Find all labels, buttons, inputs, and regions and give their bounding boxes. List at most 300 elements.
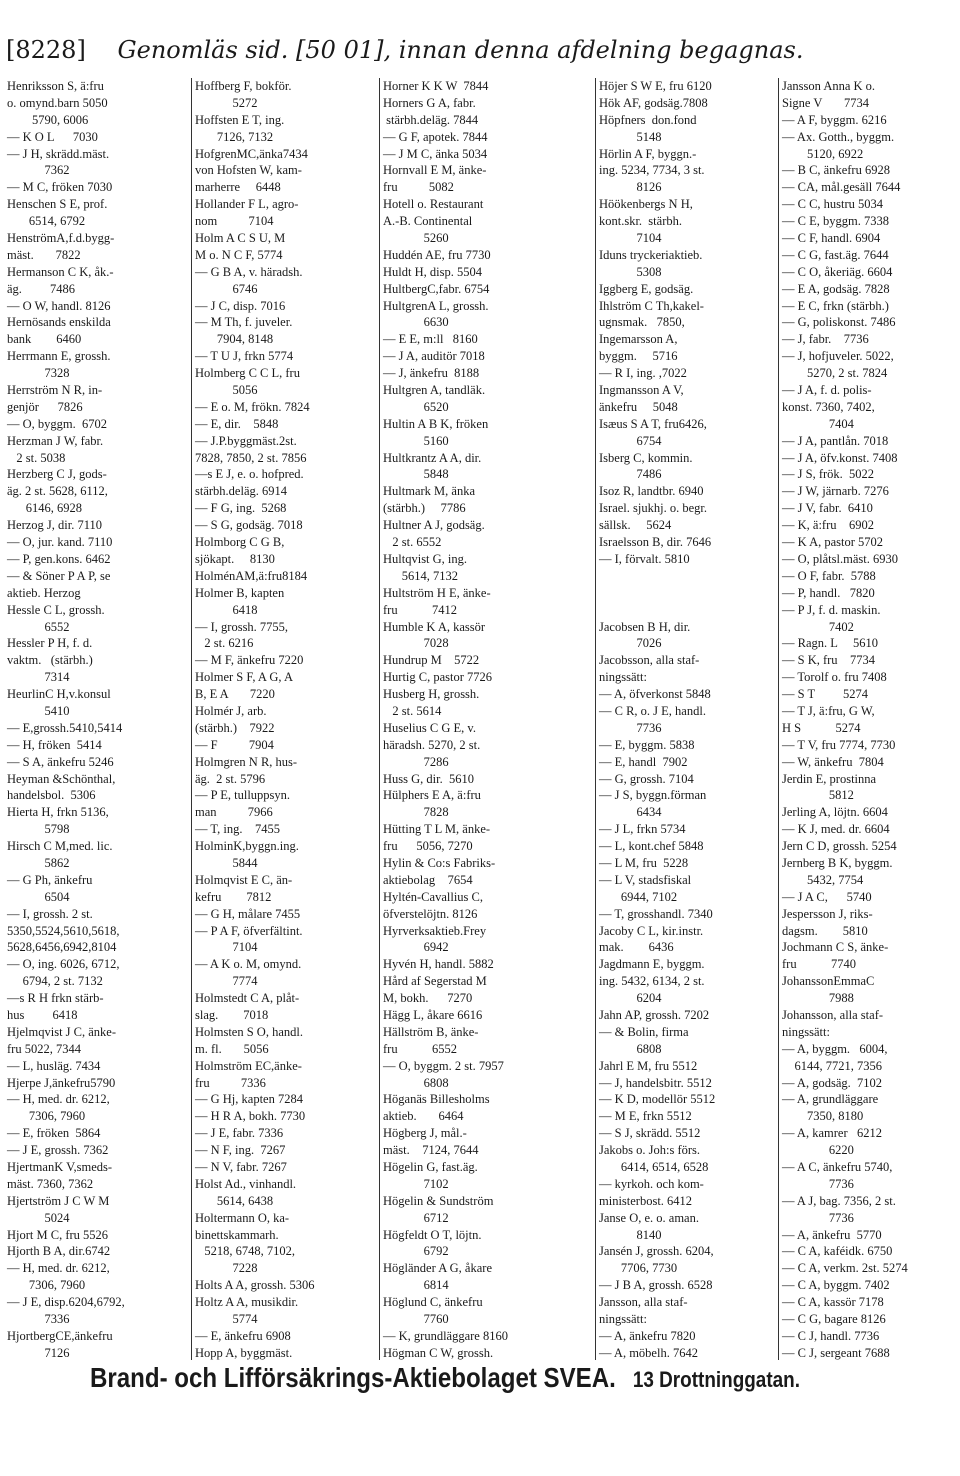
directory-entry-line: — & Söner P A P, se <box>7 568 111 583</box>
directory-entry-line: 6808 <box>599 1041 662 1056</box>
directory-entry-line: — C G, fast.äg. 7644 <box>782 247 889 262</box>
directory-entry-line: — P J, f. d. maskin. <box>782 602 881 617</box>
directory-entry-line: Hierta H, frkn 5136, <box>7 805 109 820</box>
directory-entry-line: Huselius C G E, v. <box>383 720 476 735</box>
directory-entry-line: genjör 7826 <box>7 399 83 414</box>
directory-entry-line: 6520 <box>383 399 449 414</box>
directory-entry-line: Hoffsten E T, ing. <box>195 112 285 127</box>
directory-entry-line: — P E, tulluppsyn. <box>195 788 291 803</box>
directory-entry-line: 6942 <box>383 940 449 955</box>
directory-entry-line: — R I, ing. ,7022 <box>599 366 687 381</box>
directory-entry-line: man 7966 <box>195 805 273 820</box>
directory-entry-line: M, bokh. 7270 <box>383 991 473 1006</box>
directory-entry-line: — S K, fru 7734 <box>782 653 876 668</box>
directory-entry-line: 5614, 7132 <box>383 568 458 583</box>
directory-entry-line: — T, grosshandl. 7340 <box>599 906 713 921</box>
directory-entry-line: Höglund C, änkefru <box>383 1295 483 1310</box>
advert-address: 13 Drottninggatan. <box>632 1367 800 1392</box>
directory-entry-line: fru 6552 <box>383 1041 457 1056</box>
directory-entry-line: — S G, godsäg. 7018 <box>195 518 303 533</box>
directory-entry-line: stärbh.deläg. 7844 <box>383 112 479 127</box>
directory-entry-line: 6146, 6928 <box>7 501 82 516</box>
directory-entry-line: Husberg H, grossh. <box>383 687 480 702</box>
directory-entry-line: 7026 <box>599 636 662 651</box>
directory-entry-line: HjortbergCE,änkefru <box>7 1328 113 1343</box>
directory-entry-line: — J V, fabr. 6410 <box>782 501 873 516</box>
directory-entry-line: Hornvall E M, änke- <box>383 163 487 178</box>
directory-entry-line: JohanssonEmmaC <box>782 974 875 989</box>
directory-entry-line: kont.skr. stärbh. <box>599 214 682 229</box>
directory-entry-line: fru 7740 <box>782 957 856 972</box>
directory-entry-line: — S J, skrädd. 5512 <box>599 1126 701 1141</box>
directory-entry-line: Högman C W, grossh. <box>383 1345 494 1360</box>
directory-entry-line: — O W, handl. 8126 <box>7 298 111 313</box>
directory-entry-line: 6144, 7721, 7356 <box>782 1058 882 1073</box>
directory-entry-line: fru 5082 <box>383 180 454 195</box>
directory-entry-line: Holmborg C G B, <box>195 535 285 550</box>
directory-entry-line: — C O, åkeriäg. 6604 <box>782 264 893 279</box>
directory-entry-line: Holmgren N R, hus- <box>195 754 298 769</box>
directory-entry-line: konst. 7360, 7402, <box>782 399 875 414</box>
directory-entry-line: Signe V 7734 <box>782 95 870 110</box>
directory-entry-line: — A, godsäg. 7102 <box>782 1075 882 1090</box>
directory-entry-line: Holmström EC,änke- <box>195 1058 302 1073</box>
directory-entry-line: 7486 <box>599 467 662 482</box>
directory-entry-line: 7760 <box>383 1312 449 1327</box>
insurance-advertisement <box>90 1362 800 1408</box>
directory-entry-line: 5350,5524,5610,5618, <box>7 923 120 938</box>
directory-entry-line: 7306, 7960 <box>7 1278 86 1293</box>
directory-entry-line: bank 6460 <box>7 332 82 347</box>
directory-entry-line: 2 st. 5614 <box>383 703 442 718</box>
directory-entry-line: HultgrenA L, grossh. <box>383 298 489 313</box>
directory-entry-line: 7736 <box>782 1176 854 1191</box>
column-2 <box>191 78 377 1360</box>
directory-entry-line: — K, ä:fru 6902 <box>782 518 874 533</box>
directory-entry-line: — J E, grossh. 7362 <box>7 1143 109 1158</box>
directory-entry-line: 5120, 6922 <box>782 146 864 161</box>
directory-entry-line: Johansson, alla staf- <box>782 1007 884 1022</box>
directory-entry-line: — E C, frkn (stärbh.) <box>782 298 889 313</box>
directory-entry-line: 6794, 2 st. 7132 <box>7 974 103 989</box>
directory-entry-line: Jacoby C L, kir.instr. <box>599 923 704 938</box>
directory-entry-line: Hopp A, byggmäst. <box>195 1345 293 1360</box>
directory-entry-line: Ingmansson A V, <box>599 383 684 398</box>
directory-entry-line: — C F, handl. 6904 <box>782 231 881 246</box>
directory-entry-line: 5308 <box>599 264 662 279</box>
directory-entry-line: 5160 <box>383 433 449 448</box>
directory-entry-line: mäst. 7124, 7644 <box>383 1143 479 1158</box>
directory-entry-line: 7828 <box>383 805 449 820</box>
directory-entry-line: 6944, 7102 <box>599 889 678 904</box>
directory-entry-line <box>596 585 776 602</box>
directory-entry-line: 5774 <box>195 1312 258 1327</box>
directory-entry-line: 7028 <box>383 636 449 651</box>
directory-entry-line: Holmér J, arb. <box>195 703 267 718</box>
directory-entry-line: — M Th, f. juveler. <box>195 315 293 330</box>
directory-entry-line: — A, öfverkonst 5848 <box>599 687 711 702</box>
directory-entry-line: — H, med. dr. 6212, <box>7 1261 110 1276</box>
directory-entry-line: byggm. 5716 <box>599 349 678 364</box>
directory-entry-line: — G B A, v. häradsh. <box>195 264 303 279</box>
column-1 <box>4 78 188 1360</box>
directory-entry-line: — C J, sergeant 7688 <box>782 1345 890 1360</box>
directory-entry-line: 7404 <box>782 416 854 431</box>
directory-entry-line: 7306, 7960 <box>7 1109 86 1124</box>
page-header <box>6 36 956 76</box>
directory-entry-line: — I, grossh. 7755, <box>195 619 289 634</box>
directory-entry-line: — T, ing. 7455 <box>195 822 280 837</box>
directory-entry-line: Jespersson J, riks- <box>782 906 873 921</box>
directory-entry-line: 7102 <box>383 1176 449 1191</box>
directory-entry-line: Hülphers E A, ä:fru <box>383 788 481 803</box>
directory-entry-line: Holst Ad., vinhandl. <box>195 1176 297 1191</box>
directory-entry-line: 7286 <box>383 754 449 769</box>
directory-entry-line: — A J, bag. 7356, 2 st. <box>782 1193 896 1208</box>
directory-entry-line: — J, hofjuveler. 5022, <box>782 349 894 364</box>
column-3 <box>379 78 593 1360</box>
directory-entry-line: — P A F, öfverfältint. <box>195 923 303 938</box>
directory-entry-line: Höjer S W E, fru 6120 <box>599 79 712 93</box>
directory-entry-line: — M C, fröken 7030 <box>7 180 113 195</box>
directory-entry-line: — A, änkefru 5770 <box>782 1227 882 1242</box>
directory-entry-line: — H, med. dr. 6212, <box>7 1092 110 1107</box>
directory-entry-line: Hollander F L, agro- <box>195 197 299 212</box>
directory-entry-line: — F G, ing. 5268 <box>195 501 287 516</box>
directory-entry-line: Hundrup M 5722 <box>383 653 480 668</box>
directory-entry-line: Hultmark M, änka <box>383 484 475 499</box>
directory-entry-line: — W, änkefru 7804 <box>782 754 884 769</box>
directory-entry-line: Holts A A, grossh. 5306 <box>195 1278 315 1293</box>
directory-entry-line: Höökenbergs N H, <box>599 197 693 212</box>
directory-entry-line: aktieb. 6464 <box>383 1109 464 1124</box>
directory-entry-line: Horners G A, fabr. <box>383 95 476 110</box>
directory-entry-line: — P, handl. 7820 <box>782 585 875 600</box>
directory-entry-line: — J H, skrädd.mäst. <box>7 146 110 161</box>
directory-entry-line: häradsh. 5270, 2 st. <box>383 737 481 752</box>
directory-entry-line: HolminK,byggn.ing. <box>195 839 299 854</box>
directory-entry-line: 7988 <box>782 991 854 1006</box>
directory-entry-line: Hultström H E, änke- <box>383 585 491 600</box>
directory-entry-line: — L M, fru 5228 <box>599 855 689 870</box>
directory-entry-line: Hök AF, godsäg.7808 <box>599 95 708 110</box>
directory-entry-line: 5798 <box>7 822 70 837</box>
directory-entry-line: Henriksson S, ä:fru <box>7 79 104 93</box>
directory-entry-line: — S T 5274 <box>782 687 869 702</box>
directory-entry-line: — O, byggm. 2 st. 7957 <box>383 1058 504 1073</box>
directory-entry-line: 7362 <box>7 163 70 178</box>
directory-entry-line: Herzog J, dir. 7110 <box>7 518 103 533</box>
directory-entry-line: — G F, apotek. 7844 <box>383 129 488 144</box>
directory-entry-line: ministerbost. 6412 <box>599 1193 693 1208</box>
directory-entry-line: Isoz R, landtbr. 6940 <box>599 484 704 499</box>
directory-entry-line: Hultqvist G, ing. <box>383 551 468 566</box>
directory-entry-line: 8126 <box>599 180 662 195</box>
directory-entry-line: Holmer B, kapten <box>195 585 285 600</box>
directory-entry-line: 2 st. 6552 <box>383 535 442 550</box>
directory-entry-line: — O F, fabr. 5788 <box>782 568 876 583</box>
directory-entry-line: Högelin & Sundström <box>383 1193 494 1208</box>
directory-entry-line: ningssätt: <box>599 670 647 685</box>
directory-entry-line: H S 5274 <box>782 720 861 735</box>
directory-entry-line: HenströmA,f.d.bygg- <box>7 231 115 246</box>
directory-entry-line: — C G, bagare 8126 <box>782 1312 886 1327</box>
directory-entry-line: 5148 <box>599 129 662 144</box>
directory-entry-line: Hermanson C K, åk.- <box>7 264 114 279</box>
directory-entry-line: — A, grundläggare <box>782 1092 879 1107</box>
page-number: [8228] <box>6 36 86 64</box>
directory-entry-line: Huss G, dir. 5610 <box>383 771 474 786</box>
directory-entry-line: dagsm. 5810 <box>782 923 868 938</box>
directory-entry-line: Hyvén H, handl. 5882 <box>383 957 494 972</box>
directory-entry-line: Herzberg C J, gods- <box>7 467 107 482</box>
directory-entry-line: fru 5056, 7270 <box>383 839 473 854</box>
directory-entry-line: Hjerpe J,änkefru5790 <box>7 1075 116 1090</box>
directory-entry-line: 7350, 8180 <box>782 1109 864 1124</box>
directory-entry-line: 6414, 6514, 6528 <box>599 1160 709 1174</box>
directory-entry-line: Iggberg E, godsäg. <box>599 281 694 296</box>
directory-entry-line: Jernberg B K, byggm. <box>782 855 893 870</box>
directory-entry-line: HultbergC,fabr. 6754 <box>383 281 490 296</box>
directory-entry-line: Isæus S A T, fru6426, <box>599 416 707 431</box>
directory-entry-line: — L, husläg. 7434 <box>7 1058 101 1073</box>
directory-entry-line: 5848 <box>383 467 449 482</box>
directory-entry-line: — N F, ing. 7267 <box>195 1143 286 1158</box>
directory-entry-line: ugnsmak. 7850, <box>599 315 685 330</box>
directory-entry-line: Höganäs Billesholms <box>383 1092 490 1107</box>
directory-entry-line: ing. 5234, 7734, 3 st. <box>599 163 705 178</box>
directory-entry-line: Henschen S E, prof. <box>7 197 108 212</box>
directory-entry-line: — T V, fru 7774, 7730 <box>782 737 896 752</box>
directory-entry-line: — C A, byggm. 7402 <box>782 1278 890 1293</box>
directory-entry-line: änkefru 5048 <box>599 399 678 414</box>
directory-entry-line: — M F, änkefru 7220 <box>195 653 304 668</box>
directory-entry-line: 8140 <box>599 1227 662 1242</box>
directory-entry-line: Holmqvist E C, än- <box>195 872 293 887</box>
directory-entry-line: — C R, o. J E, handl. <box>599 703 706 718</box>
directory-entry-line: — K A, pastor 5702 <box>782 535 884 550</box>
directory-entry-line: — I, förvalt. 5810 <box>599 551 690 566</box>
directory-entry-line: — K D, modellör 5512 <box>599 1092 716 1107</box>
directory-entry-line: Hjorth B A, dir.6742 <box>7 1244 111 1259</box>
directory-entry-line: 6204 <box>599 991 662 1006</box>
directory-entry-line: aktiebolag 7654 <box>383 872 473 887</box>
directory-entry-line: — F 7904 <box>195 737 274 752</box>
directory-entry-line: Hyrverksaktieb.Frey <box>383 923 487 938</box>
directory-entry-line: Jansén J, grossh. 6204, <box>599 1244 714 1259</box>
directory-entry-line: — C J, handl. 7736 <box>782 1328 880 1343</box>
directory-entry-line: — O, jur. kand. 7110 <box>7 535 113 550</box>
directory-entry-line: — L V, stadsfiskal <box>599 872 692 887</box>
directory-entry-line: Hällström B, änke- <box>383 1024 479 1039</box>
directory-entry-line: Jochmann C S, änke- <box>782 940 889 955</box>
directory-entry-line: Hägg L, åkare 6616 <box>383 1007 483 1022</box>
directory-entry-line: Hyltén-Cavallius C, <box>383 889 483 904</box>
directory-entry-line: — P, gen.kons. 6462 <box>7 551 111 566</box>
directory-entry-line: — K O L 7030 <box>7 129 98 144</box>
directory-entry-line: — M E, frkn 5512 <box>599 1109 692 1124</box>
directory-entry-line: Högländer A G, åkare <box>383 1261 492 1276</box>
directory-entry-line: — E, dir. 5848 <box>195 416 279 431</box>
directory-entry-line: 7228 <box>195 1261 258 1276</box>
directory-entry-line: Jagdmann E, byggm. <box>599 957 705 972</box>
directory-entry-line: mäst. 7360, 7362 <box>7 1176 94 1191</box>
directory-entry-line: — J.P.byggmäst.2st. <box>195 433 297 448</box>
directory-entry-line: aktieb. Herzog <box>7 585 81 600</box>
directory-entry-line: — O, byggm. 6702 <box>7 416 107 431</box>
directory-entry-line: HeurlinC H,v.konsul <box>7 687 111 702</box>
directory-entry-line: Holmer S F, A G, A <box>195 670 293 685</box>
column-4 <box>595 78 776 1360</box>
directory-entry-line: fru 7412 <box>383 602 457 617</box>
directory-entry-line: HjertmanK V,smeds- <box>7 1160 113 1174</box>
directory-entry-line: nom 7104 <box>195 214 274 229</box>
directory-entry-line: — G Ph, änkefru <box>7 872 93 887</box>
directory-entry-line: 7126 <box>7 1345 70 1360</box>
directory-entry-line: — C C, hustru 5034 <box>782 197 884 212</box>
directory-entry-line: Hoffberg F, bokför. <box>195 79 292 93</box>
directory-entry-line: Heyman &Schönthal, <box>7 771 116 786</box>
directory-entry-line: (stärbh.) 7786 <box>383 501 466 516</box>
directory-entry-line: — C A, kaféidk. 6750 <box>782 1244 893 1259</box>
directory-entry-line: — J, handelsbitr. 5512 <box>599 1075 712 1090</box>
directory-entry-line: — G, poliskonst. 7486 <box>782 315 896 330</box>
directory-entry-line: mäst. 7822 <box>7 247 81 262</box>
directory-entry-line: 6792 <box>383 1244 449 1259</box>
directory-entry-line: — G, grossh. 7104 <box>599 771 694 786</box>
directory-entry-line: — E,grossh.5410,5414 <box>7 720 123 735</box>
directory-entry-line: 5432, 7754 <box>782 872 864 887</box>
directory-entry-line: ningssätt: <box>782 1024 830 1039</box>
directory-entry-line: 5410 <box>7 703 70 718</box>
directory-entry-line: 7774 <box>195 974 258 989</box>
directory-entry-line: M o. N C F, 5774 <box>195 247 283 262</box>
directory-entry-line: — G H, målare 7455 <box>195 906 301 921</box>
directory-entry-line: — A C, änkefru 5740, <box>782 1160 893 1174</box>
directory-entry-line: 5270, 2 st. 7824 <box>782 366 888 381</box>
directory-entry-line: — O, ing. 6026, 6712, <box>7 957 120 972</box>
directory-entry-line: Herzman J W, fabr. <box>7 433 104 448</box>
directory-entry-line: Jakobs o. Joh:s förs. <box>599 1143 701 1158</box>
directory-entry-line: — L, kont.chef 5848 <box>599 839 704 854</box>
directory-entry-line: 7336 <box>7 1312 70 1327</box>
directory-entry-line: Hörlin A F, byggn.- <box>599 146 697 161</box>
directory-entry-line: 5024 <box>7 1210 70 1225</box>
directory-entry-line: — A, byggm. 6004, <box>782 1041 888 1056</box>
directory-entry-line: Holtz A A, musikdir. <box>195 1295 299 1310</box>
directory-entry-line: — K J, med. dr. 6604 <box>782 822 890 837</box>
directory-entry-line: — K, grundläggare 8160 <box>383 1328 508 1343</box>
directory-entry-line: 5862 <box>7 855 70 870</box>
directory-entry-line: — Ax. Gotth., byggm. <box>782 129 895 144</box>
directory-entry-line: — G Hj, kapten 7284 <box>195 1092 303 1107</box>
directory-entry-line: Jahn AP, grossh. 7202 <box>599 1007 710 1022</box>
directory-entry-line: — J E, fabr. 7336 <box>195 1126 284 1141</box>
directory-entry-line: Jacobsson, alla staf- <box>599 653 700 668</box>
directory-entry-line: 7904, 8148 <box>195 332 274 347</box>
directory-entry-line: Jahrl E M, fru 5512 <box>599 1058 698 1073</box>
directory-entry-line: o. omynd.barn 5050 <box>7 95 108 110</box>
directory-entry-line: Hultner A J, godsäg. <box>383 518 485 533</box>
directory-entry-line: — E, fröken 5864 <box>7 1126 101 1141</box>
directory-entry-line: äg. 2 st. 5628, 6112, <box>7 484 108 499</box>
directory-entry-line: 5218, 6748, 7102, <box>195 1244 295 1259</box>
directory-entry-line: 5260 <box>383 231 449 246</box>
directory-entry-line: Högfeldt O T, löjtn. <box>383 1227 482 1242</box>
directory-entry-line: von Hofsten W, kam- <box>195 163 302 178</box>
directory-entry-line: Hultkrantz A A, dir. <box>383 450 482 465</box>
directory-entry-line: Jansson Anna K o. <box>782 79 876 93</box>
directory-entry-line: — E o. M, frökn. 7824 <box>195 399 310 414</box>
directory-entry-line: — J S, byggn.förman <box>599 788 707 803</box>
directory-entry-line: — A, möbelh. 7642 <box>599 1345 698 1360</box>
directory-entry-line: 2 st. 6216 <box>195 636 254 651</box>
directory-entry-line: Hessle C L, grossh. <box>7 602 105 617</box>
directory-entry-line: Iduns tryckeriaktieb. <box>599 247 703 262</box>
directory-entry-line: ningssätt: <box>599 1312 647 1327</box>
directory-entry-line: — A, kamrer 6212 <box>782 1126 882 1141</box>
directory-entry-line: mak. 6436 <box>599 940 674 955</box>
directory-entry-line: — J E, disp.6204,6792, <box>7 1295 125 1310</box>
directory-entry-line: — I, grossh. 2 st. <box>7 906 93 921</box>
directory-entry-line: — A K o. M, omynd. <box>195 957 302 972</box>
directory-entry-line: Högberg J, mål.- <box>383 1126 467 1141</box>
directory-entry-line: HofgrenMC,änka7434 <box>195 146 308 161</box>
directory-entry-line: 6814 <box>383 1278 449 1293</box>
directory-entry-line: — J B A, grossh. 6528 <box>599 1278 713 1293</box>
directory-entry-line: Jern C D, grossh. 5254 <box>782 839 897 854</box>
directory-entry-line: Hultgren A, tandläk. <box>383 383 486 398</box>
directory-entry-line <box>596 568 776 585</box>
column-5 <box>778 78 957 1360</box>
directory-entry-line <box>596 602 776 619</box>
directory-entry-line: Hotell o. Restaurant <box>383 197 484 212</box>
directory-entry-line: — J A, auditör 7018 <box>383 349 485 364</box>
directory-entry-line: — J W, järnarb. 7276 <box>782 484 889 499</box>
directory-entry-line: — O, plåtsl.mäst. 6930 <box>782 551 898 566</box>
directory-entry-line: äg. 2 st. 5796 <box>195 771 266 786</box>
advert-company: Brand- och Lifförsäkrings-Aktiebolaget SVEA. <box>90 1362 616 1393</box>
directory-entry-line: Hessler P H, f. d. <box>7 636 93 651</box>
directory-columns <box>4 78 956 1360</box>
directory-entry-line: 6630 <box>383 315 449 330</box>
directory-entry-line: Hirsch C M,med. lic. <box>7 839 113 854</box>
directory-entry-line: 5614, 6438 <box>195 1193 274 1208</box>
directory-entry-line: B, E A 7220 <box>195 687 275 702</box>
directory-entry-line: Hurtig C, pastor 7726 <box>383 670 493 685</box>
directory-entry-line: Holm A C S U, M <box>195 231 286 246</box>
directory-entry-line: Jerdin E, prostinna <box>782 771 877 786</box>
directory-entry-line: — J S, frök. 5022 <box>782 467 875 482</box>
directory-entry-line: Holmsten S O, handl. <box>195 1024 303 1039</box>
directory-entry-line: — J C, disp. 7016 <box>195 298 286 313</box>
directory-entry-line: Hjelmqvist J C, änke- <box>7 1024 117 1039</box>
directory-entry-line: 6754 <box>599 433 662 448</box>
directory-entry-line: stärbh.deläg. 6914 <box>195 484 287 499</box>
directory-entry-line: 5272 <box>195 95 258 110</box>
directory-entry-line: — T U J, frkn 5774 <box>195 349 294 364</box>
directory-entry-line: sjökapt. 8130 <box>195 551 275 566</box>
directory-entry-line: — J, änkefru 8188 <box>383 366 480 381</box>
directory-entry-line: hus 6418 <box>7 1007 78 1022</box>
directory-entry-line: Israel. sjukhj. o. begr. <box>599 501 707 516</box>
directory-entry-line: kefru 7812 <box>195 889 272 904</box>
directory-entry-line: — C A, kassör 7178 <box>782 1295 884 1310</box>
directory-entry-line: — A, änkefru 7820 <box>599 1328 696 1343</box>
directory-entry-line: — E, handl 7902 <box>599 754 688 769</box>
directory-entry-line: — kyrkoh. och kom- <box>599 1176 704 1191</box>
directory-entry-line: — H R A, bokh. 7730 <box>195 1109 306 1124</box>
